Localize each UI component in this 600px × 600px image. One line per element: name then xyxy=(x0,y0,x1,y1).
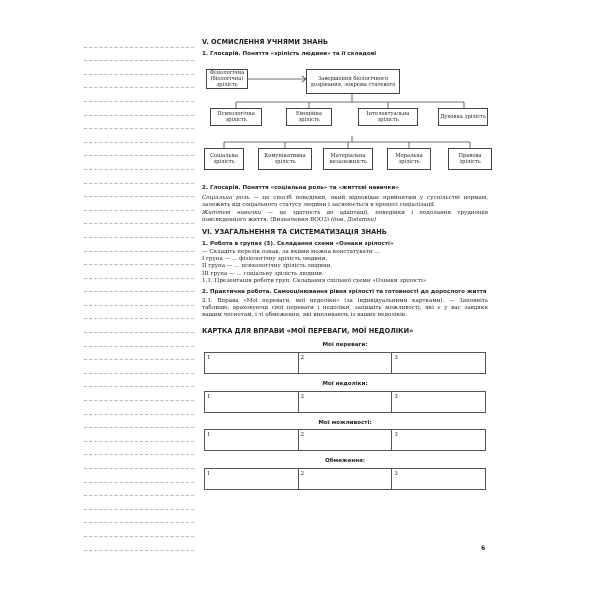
limitations-cell-3[interactable]: 3 xyxy=(392,468,486,489)
box-legal: Правова зрілість xyxy=(448,148,492,170)
social-role-def-text: — це спосіб поведінки, який відповідає прийнятим у суспільстві нормам, залежить від соціального статусу людини і засвоюється в процесі соціалізації. xyxy=(202,194,489,209)
disadvantages-table xyxy=(204,391,486,413)
box-spiritual: Духовна зрілість xyxy=(438,108,488,126)
disadvantages-cell-3[interactable]: 3 xyxy=(392,391,486,412)
item1-presentation: 1.1. Презентація роботи груп. Складання спільної схеми «Ознаки зрілості» xyxy=(202,278,427,285)
box-psychological: Психологічна зрілість xyxy=(210,108,262,126)
disadvantages-cell-2[interactable]: 2 xyxy=(298,391,392,412)
page-number: 6 xyxy=(481,545,486,552)
opportunities-table xyxy=(204,429,486,451)
social-role-definition xyxy=(202,195,488,210)
box-material: Матеріальна незалежність xyxy=(323,148,373,170)
opportunities-label: Мої можливості: xyxy=(318,419,372,426)
section6-heading: VI. УЗАГАЛЬНЕННЯ ТА СИСТЕМАТИЗАЦІЯ ЗНАНЬ xyxy=(202,228,387,237)
item1-line-3: ІІ група — ... психологічну зрілість людини, xyxy=(202,263,333,270)
limitations-label: Обмеження: xyxy=(325,458,365,465)
box-biological-completion: Завершення біологічного дозрівання, зокрема статевого xyxy=(306,69,400,94)
box-communicative: Комунікативна зрілість xyxy=(258,148,312,170)
item1-line-4: ІІІ група — ... соціальну зрілість людини. xyxy=(202,270,324,277)
notes-margin xyxy=(84,34,194,551)
section5-heading: V. ОСМИСЛЕННЯ УЧНЯМИ ЗНАНЬ xyxy=(202,38,329,46)
advantages-cell-3[interactable]: 3 xyxy=(392,353,486,374)
box-emotional: Емоційна зрілість xyxy=(286,108,332,126)
main-content xyxy=(202,38,488,490)
item2-title: 2. Практична робота. Самооцінювання рівня зрілості та готовності до дорослого життя xyxy=(202,288,487,295)
life-skills-ref: (див. Додатки) xyxy=(330,217,377,223)
limitations-cell-1[interactable]: 1 xyxy=(205,468,299,489)
limitations-cell-2[interactable]: 2 xyxy=(298,468,392,489)
disadvantages-label: Мої недоліки: xyxy=(322,381,368,388)
opportunities-cell-3[interactable]: 3 xyxy=(392,430,486,451)
social-role-term: Соціальна роль xyxy=(202,194,250,201)
box-physiological: Фізіологічна (біологічна) зрілість xyxy=(206,69,248,89)
item1-line-2: І група — ... фізіологічну зрілість людини, xyxy=(202,256,328,262)
item1-line-1: — Складіть перелік ознак, за якими можна констатувати ... xyxy=(202,248,380,255)
item2-text: 2.1. Вправа «Мої переваги, мої недоліки» (за індивідуальними картками). — Заповніть таблицю, враховуючи свої переваги і недоліки, запишіть можливості, які є у вас завдяки вашим чеснотам, і ті обмеження, які випливають із ваших недоліків. xyxy=(202,297,488,319)
limitations-table xyxy=(204,468,486,490)
advantages-table xyxy=(204,352,486,374)
glossary1-title: 1. Глосарій. Поняття «зрілість людини» та її складові xyxy=(202,50,377,57)
opportunities-cell-2[interactable]: 2 xyxy=(298,430,392,451)
box-moral: Моральна зрілість xyxy=(387,148,431,170)
opportunities-cell-1[interactable]: 1 xyxy=(205,430,299,451)
advantages-cell-1[interactable]: 1 xyxy=(205,353,299,374)
glossary2-title: 2. Глосарій. Поняття «соціальна роль» та «життєві навички» xyxy=(202,185,399,192)
card-title: КАРТКА ДЛЯ ВПРАВИ «МОЇ ПЕРЕВАГИ, МОЇ НЕДОЛІКИ» xyxy=(202,326,414,335)
box-intellectual: Інтелектуальна зрілість xyxy=(358,108,418,126)
life-skills-def-text: — це здатність до адаптації, поведінки і подолання труднощів повсякденного життя. (Визначення ВООЗ) xyxy=(202,209,488,223)
life-skills-term: Життєві навички xyxy=(202,209,262,216)
box-social: Соціальна зрілість xyxy=(204,148,244,170)
maturity-diagram xyxy=(202,62,488,190)
advantages-cell-2[interactable]: 2 xyxy=(298,353,392,374)
advantages-label: Мої переваги: xyxy=(322,342,368,349)
life-skills-definition xyxy=(202,210,488,225)
disadvantages-cell-1[interactable]: 1 xyxy=(205,391,299,412)
item1-title: 1. Робота в групах (3). Складання схеми «Ознаки зрілості» xyxy=(202,241,394,247)
